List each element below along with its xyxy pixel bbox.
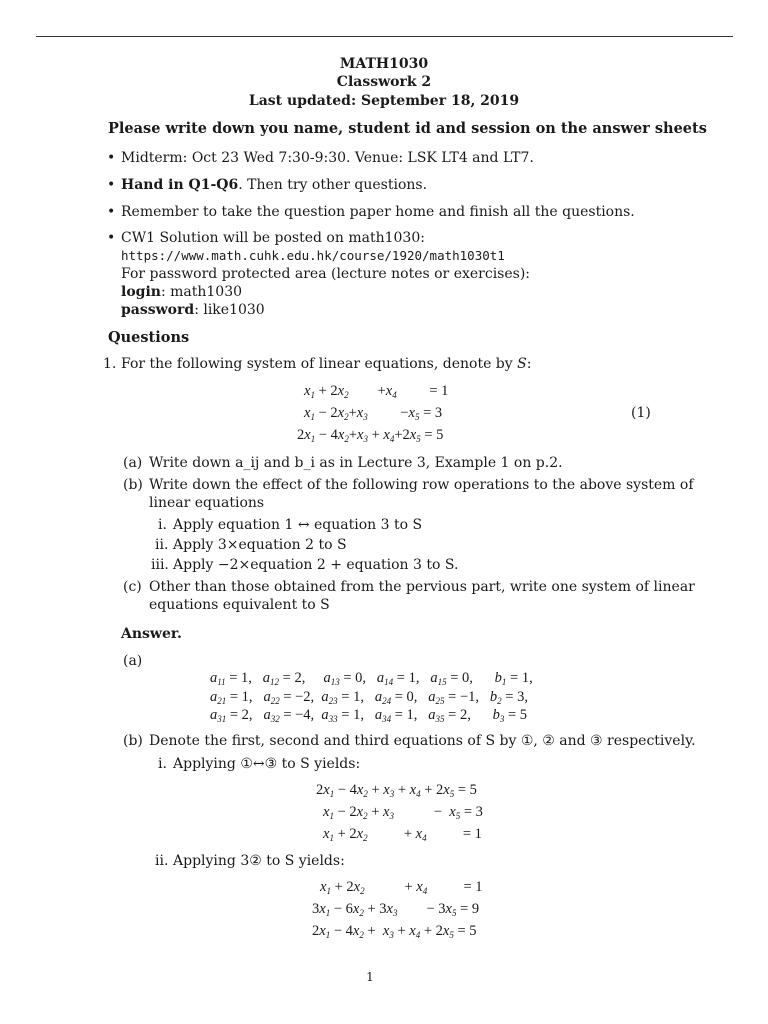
- answer-b-ii-text: Applying 3② to S yields:: [173, 853, 345, 869]
- password-area-note: For password protected area (lecture notes or exercises):: [121, 266, 531, 282]
- answer-b-ii-label: ii.: [155, 853, 169, 869]
- swap-equation-3: $x_1 + 2x_2$ + $x_4$ = 1: [323, 826, 482, 843]
- top-rule: [36, 36, 733, 37]
- q1b-ii-label: ii.: [155, 537, 169, 553]
- page-number: 1: [366, 970, 374, 984]
- course-url[interactable]: https://www.math.cuhk.edu.hk/course/1920/math1030t1: [121, 248, 505, 263]
- swap-equation-1: $2x_1 - 4x_2 + x_3 + x_4 + 2x_5 = 5$: [316, 782, 477, 799]
- login-line: [121, 283, 242, 301]
- answer-b-i-text: Applying ①↔③ to S yields:: [173, 756, 361, 772]
- q1b-i-text: Apply equation 1 ↔ equation 3 to S: [173, 517, 423, 533]
- answer-heading: Answer.: [121, 626, 182, 642]
- hand-in-bold: Hand in Q1-Q6: [121, 177, 239, 193]
- equation-tag: (1): [631, 405, 651, 421]
- q1a-label: (a): [123, 455, 143, 471]
- q1b-i-label: i.: [158, 517, 167, 533]
- equation-2: $x_1 - 2x_2+x_3$ $-x_5 = 3$: [304, 405, 443, 422]
- solution-note: CW1 Solution will be posted on math1030:: [121, 230, 425, 246]
- q1-symbol: S: [517, 356, 527, 372]
- login-label: login: [121, 284, 161, 300]
- answer-b-label: (b): [123, 733, 143, 749]
- last-updated: Last updated: September 18, 2019: [248, 93, 520, 109]
- coefficient-row-3: $a_{31} = 2$, $a_{32} = -4$, $a_{33} = 1$, $a_{34} = 1$, $a_{35} = 2$, $b_3 = 5$: [210, 707, 528, 724]
- equation-1: $x_1 + 2x_2$ $+x_4$ = 1: [304, 383, 449, 400]
- q1b-text: Write down the effect of the following row operations to the above system of: [149, 477, 694, 493]
- coefficient-row-1: $a_{11} = 1$, $a_{12} = 2$, $a_{13} = 0$, $a_{14} = 1$, $a_{15} = 0$, $b_1 = 1$,: [210, 670, 533, 687]
- bullet-dot: •: [107, 177, 116, 193]
- scaled-equation-3: $2x_1 - 4x_2 + x_3 + x_4 + 2x_5 = 5$: [312, 923, 477, 940]
- coefficient-row-2: $a_{21} = 1$, $a_{22} = -2$, $a_{23} = 1$, $a_{24} = 0$, $a_{25} = -1$, $b_2 = 3$,: [210, 689, 528, 706]
- hand-in-rest: . Then try other questions.: [238, 177, 428, 193]
- instruction-heading: Please write down you name, student id and session on the answer sheets: [108, 120, 707, 137]
- q1b-iii-text: Apply −2×equation 2 + equation 3 to S.: [173, 557, 459, 573]
- q1c-text: Other than those obtained from the pervious part, write one system of linear: [149, 579, 695, 595]
- q1-text: [121, 355, 531, 373]
- scaled-equation-2: $3x_1 - 6x_2 + 3x_3$ − $3x_5 = 9$: [312, 901, 480, 918]
- midterm-note: Midterm: Oct 23 Wed 7:30-9:30. Venue: LSK LT4 and LT7.: [121, 150, 534, 166]
- answer-b-text: Denote the first, second and third equations of S by ①, ② and ③ respectively.: [149, 733, 696, 749]
- equation-3: $2x_1 - 4x_2+x_3 + x_4+2x_5 = 5$: [297, 427, 444, 444]
- q1c-text-cont: equations equivalent to S: [149, 597, 330, 613]
- login-value: : math1030: [160, 284, 243, 300]
- q1c-label: (c): [123, 579, 142, 595]
- hand-in-note: [121, 176, 427, 194]
- answer-b-i-label: i.: [158, 756, 167, 772]
- q1b-text-cont: linear equations: [149, 495, 265, 511]
- q1a-text: Write down a_ij and b_i as in Lecture 3, Example 1 on p.2.: [149, 455, 563, 471]
- scaled-equation-1: $x_1 + 2x_2$ + $x_4$ = 1: [320, 879, 483, 896]
- q1b-iii-label: iii.: [151, 557, 169, 573]
- reminder-note: Remember to take the question paper home and finish all the questions.: [121, 204, 635, 220]
- password-line: [121, 301, 265, 319]
- bullet-dot: •: [107, 204, 116, 220]
- q1-colon: :: [526, 356, 532, 372]
- q1-text-body: For the following system of linear equations, denote by: [121, 356, 513, 372]
- answer-a-label: (a): [123, 653, 143, 669]
- q1-number: 1.: [103, 356, 117, 372]
- password-label: password: [121, 302, 195, 318]
- password-value: : like1030: [194, 302, 265, 318]
- swap-equation-2: $x_1 - 2x_2 + x_3$ − $x_5 = 3$: [323, 804, 483, 821]
- bullet-dot: •: [107, 150, 116, 166]
- q1b-ii-text: Apply 3×equation 2 to S: [173, 537, 347, 553]
- document-title: Classwork 2: [336, 74, 432, 90]
- bullet-dot: •: [107, 230, 116, 246]
- q1b-label: (b): [123, 477, 143, 493]
- questions-heading: Questions: [108, 329, 190, 346]
- course-code: MATH1030: [339, 56, 429, 72]
